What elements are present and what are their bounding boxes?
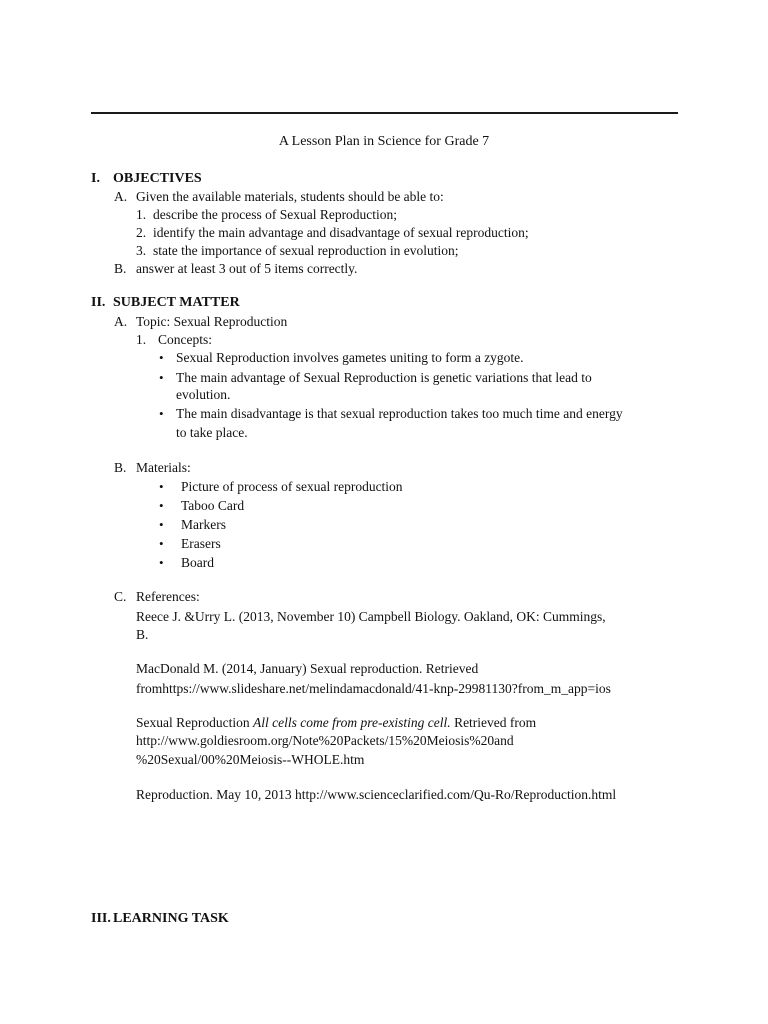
reference-line: B. <box>136 627 149 642</box>
reference-line: MacDonald M. (2014, January) Sexual reproduction. Retrieved <box>136 661 479 676</box>
material-item: Board <box>181 555 214 570</box>
materials-letter: B. <box>114 460 127 475</box>
objective-a-text: Given the available materials, students should be able to: <box>136 189 444 204</box>
material-item: Taboo Card <box>181 498 245 513</box>
reference-text: Sexual Reproduction <box>136 715 253 730</box>
objective-b-text: answer at least 3 out of 5 items correctly. <box>136 261 358 276</box>
objective-subitem-text: state the importance of sexual reproduction in evolution; <box>153 243 459 258</box>
section-heading-subject-matter: SUBJECT MATTER <box>113 295 240 310</box>
reference-text: Retrieved from <box>450 715 537 730</box>
concept-item-line: The main disadvantage is that sexual reproduction takes too much time and energy <box>176 406 623 421</box>
reference-italic-title: All cells come from pre-existing cell. <box>252 715 451 730</box>
document-title: A Lesson Plan in Science for Grade 7 <box>278 134 490 149</box>
material-item: Erasers <box>181 536 221 551</box>
objective-subitem-text: describe the process of Sexual Reproduction; <box>153 207 398 222</box>
concept-item-line-continued: evolution. <box>176 387 231 402</box>
bullet-icon: • <box>159 350 164 365</box>
section-heading-objectives: OBJECTIVES <box>113 171 202 186</box>
bullet-icon: • <box>159 555 164 570</box>
section-number-objectives: I. <box>91 171 100 186</box>
objective-subitem-number: 3. <box>136 243 147 258</box>
section-heading-learning-task: LEARNING TASK <box>113 911 229 926</box>
header-rule <box>91 112 678 114</box>
bullet-icon: • <box>159 498 164 513</box>
materials-label: Materials: <box>136 460 191 475</box>
bullet-icon: • <box>159 406 164 421</box>
concept-item-line-continued: to take place. <box>176 425 248 440</box>
reference-line: http://www.goldiesroom.org/Note%20Packets/15%20Meiosis%20and <box>136 733 514 748</box>
topic-text: Topic: Sexual Reproduction <box>136 314 288 329</box>
bullet-icon: • <box>159 370 164 385</box>
concept-item-line: Sexual Reproduction involves gametes uniting to form a zygote. <box>176 350 524 365</box>
concepts-label: Concepts: <box>158 332 212 347</box>
material-item: Markers <box>181 517 226 532</box>
reference-line: Reece J. &Urry L. (2013, November 10) Campbell Biology. Oakland, OK: Cummings, <box>136 609 606 624</box>
material-item: Picture of process of sexual reproduction <box>181 479 403 494</box>
references-label: References: <box>136 589 200 604</box>
reference-line: %20Sexual/00%20Meiosis--WHOLE.htm <box>136 752 365 767</box>
reference-line <box>136 715 536 731</box>
objective-a-letter: A. <box>114 189 128 204</box>
reference-line: fromhttps://www.slideshare.net/melindamacdonald/41-knp-29981130?from_m_app=ios <box>136 681 611 696</box>
objective-subitem-number: 2. <box>136 225 147 240</box>
concepts-number: 1. <box>136 332 147 347</box>
references-letter: C. <box>114 589 127 604</box>
bullet-icon: • <box>159 479 164 494</box>
bullet-icon: • <box>159 536 164 551</box>
section-number-learning-task: III. <box>91 911 111 926</box>
concept-item-line: The main advantage of Sexual Reproduction is genetic variations that lead to <box>176 370 592 385</box>
bullet-icon: • <box>159 517 164 532</box>
objective-subitem-number: 1. <box>136 207 147 222</box>
reference-line: Reproduction. May 10, 2013 http://www.scienceclarified.com/Qu-Ro/Reproduction.html <box>136 787 617 802</box>
objective-b-letter: B. <box>114 261 127 276</box>
section-number-subject-matter: II. <box>91 295 106 310</box>
objective-subitem-text: identify the main advantage and disadvantage of sexual reproduction; <box>153 225 529 240</box>
topic-letter: A. <box>114 314 128 329</box>
